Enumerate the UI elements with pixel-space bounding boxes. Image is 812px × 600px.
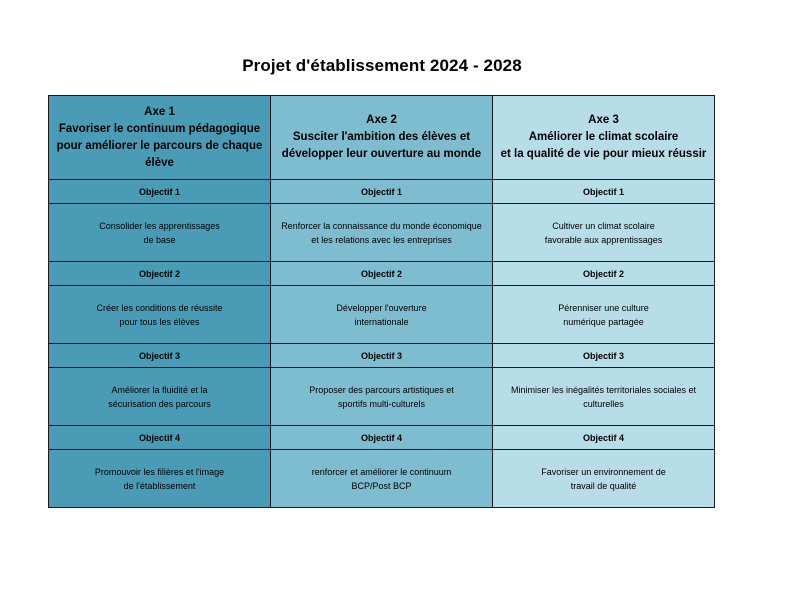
objective-3-axe-2-cell xyxy=(271,368,493,426)
axe-1-heading: Axe 1 xyxy=(144,105,175,118)
axe-1-header xyxy=(49,96,271,180)
objective-2-axe-2-cell xyxy=(271,286,493,344)
cell-line: numérique partagée xyxy=(563,316,644,327)
objective-4-axe-3-cell xyxy=(493,450,715,508)
objective-label-row xyxy=(49,344,715,368)
axe-1-line-2: pour améliorer le parcours de chaque xyxy=(56,139,263,152)
axe-2-heading: Axe 2 xyxy=(366,114,397,126)
objective-1-label-axe-3: Objectif 1 xyxy=(493,180,715,204)
cell-line: de base xyxy=(143,234,176,245)
objective-3-label-axe-2: Objectif 3 xyxy=(271,344,493,368)
axe-1-line-3: élève xyxy=(145,156,174,169)
cell-line: internationale xyxy=(354,316,409,327)
cell-line: BCP/Post BCP xyxy=(351,480,412,491)
objective-content-row xyxy=(49,368,715,426)
objective-1-label-axe-2: Objectif 1 xyxy=(271,180,493,204)
cell-line: Améliorer la fluidité et la xyxy=(111,384,208,395)
objective-2-axe-1-cell xyxy=(49,286,271,344)
cell-line: renforcer et améliorer le continuum xyxy=(311,466,452,477)
objective-4-label-axe-1: Objectif 4 xyxy=(49,426,271,450)
axe-3-header xyxy=(493,96,715,180)
axe-2-line-1: Susciter l'ambition des élèves et xyxy=(292,131,471,143)
objective-1-axe-1-cell xyxy=(49,204,271,262)
objective-1-axe-2-cell xyxy=(271,204,493,262)
axe-2-line-2: développer leur ouverture au monde xyxy=(281,148,482,160)
cell-line: Créer les conditions de réussite xyxy=(96,302,223,313)
objective-1-label-axe-1: Objectif 1 xyxy=(49,180,271,204)
cell-line: de l'établissement xyxy=(123,480,196,491)
axe-3-line-2: et la qualité de vie pour mieux réussir xyxy=(500,148,707,160)
objective-4-label-axe-3: Objectif 4 xyxy=(493,426,715,450)
objective-3-axe-1-cell xyxy=(49,368,271,426)
objective-label-row xyxy=(49,426,715,450)
cell-line: Pérenniser une culture xyxy=(558,302,649,313)
cell-line: favorable aux apprentissages xyxy=(544,234,663,245)
objective-2-axe-3-cell xyxy=(493,286,715,344)
cell-line: sécurisation des parcours xyxy=(108,398,211,409)
cell-line: travail de qualité xyxy=(570,480,637,491)
cell-line: Cultiver un climat scolaire xyxy=(552,220,655,231)
project-table xyxy=(48,95,715,508)
objective-4-label-axe-2: Objectif 4 xyxy=(271,426,493,450)
cell-line: Développer l'ouverture xyxy=(336,302,427,313)
cell-line: pour tous les élèves xyxy=(119,316,200,327)
objective-label-row xyxy=(49,262,715,286)
cell-line: Renforcer la connaissance du monde économique xyxy=(281,220,482,231)
objective-2-label-axe-3: Objectif 2 xyxy=(493,262,715,286)
objective-content-row xyxy=(49,450,715,508)
objective-3-label-axe-1: Objectif 3 xyxy=(49,344,271,368)
objective-2-label-axe-2: Objectif 2 xyxy=(271,262,493,286)
cell-line: culturelles xyxy=(583,398,624,409)
objective-content-row xyxy=(49,204,715,262)
cell-line: Proposer des parcours artistiques et xyxy=(309,384,454,395)
axe-2-header xyxy=(271,96,493,180)
objective-4-axe-2-cell xyxy=(271,450,493,508)
axe-3-heading: Axe 3 xyxy=(588,114,619,126)
axes-header-row xyxy=(49,96,715,180)
page-title: Projet d'établissement 2024 - 2028 xyxy=(242,56,522,75)
axe-1-line-1: Favoriser le continuum pédagogique xyxy=(58,122,261,135)
cell-line: Favoriser un environnement de xyxy=(541,466,666,477)
objective-2-label-axe-1: Objectif 2 xyxy=(49,262,271,286)
objective-3-axe-3-cell xyxy=(493,368,715,426)
cell-line: Minimiser les inégalités territoriales sociales et xyxy=(510,384,697,395)
cell-line: sportifs multi-culturels xyxy=(337,398,426,409)
objective-content-row xyxy=(49,286,715,344)
axe-3-line-1: Améliorer le climat scolaire xyxy=(528,131,679,143)
objective-1-axe-3-cell xyxy=(493,204,715,262)
cell-line: Promouvoir les filières et l'image xyxy=(94,466,225,477)
objective-4-axe-1-cell xyxy=(49,450,271,508)
objective-label-row xyxy=(49,180,715,204)
cell-line: et les relations avec les entreprises xyxy=(311,234,452,245)
objective-3-label-axe-3: Objectif 3 xyxy=(493,344,715,368)
cell-line: Consolider les apprentissages xyxy=(99,220,220,231)
